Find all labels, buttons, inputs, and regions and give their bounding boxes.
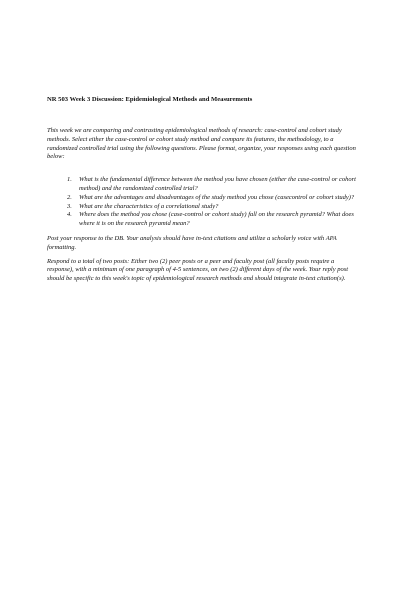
intro-paragraph: This week we are comparing and contrasting epidemiological methods of research: case-control and cohort study methods. Select either the case-control or cohort study method and compare its features, the methodology, to a randomized controlled trial using the following questions. Please format, organize, your responses using each question below: [47, 127, 356, 161]
question-number: 2. [67, 193, 72, 201]
reply-instructions: Respond to a total of two posts: Either two (2) peer posts or a peer and faculty post (all faculty posts require a response), with a minimum of one paragraph of 4-5 sentences, on two (2) different days of the week. Your reply post should be specific to this week's topic of epidemiological research methods and should integrate in-text citation(s). [47, 257, 349, 283]
question-item [67, 211, 362, 229]
question-list [47, 176, 362, 229]
question-text: Where does the method you chose (case-control or cohort study) fall on the research pyramid? What does where it is on the research pyramid mean? [79, 211, 354, 228]
question-item [67, 203, 362, 212]
post-instructions: Post your response to the DB. Your analysis should have in-text citations and utilize a scholarly voice with APA formatting. [47, 234, 337, 251]
question-number: 4. [67, 211, 72, 219]
question-text: What is the fundamental difference between the method you have chosen (either the case-control or cohort method) and the randomized controlled trial? [79, 176, 356, 192]
question-number: 3. [67, 202, 72, 210]
document-content [47, 96, 362, 284]
question-item [67, 176, 362, 194]
question-number: 1. [67, 176, 72, 184]
question-item [67, 194, 362, 203]
document-title: NR 503 Week 3 Discussion: Epidemiological Methods and Measurements [47, 96, 253, 103]
question-text: What are the advantages and disadvantages of the study method you chose (casecontrol or cohort study)? [79, 193, 355, 201]
question-text: What are the characteristics of a correlational study? [79, 202, 219, 210]
